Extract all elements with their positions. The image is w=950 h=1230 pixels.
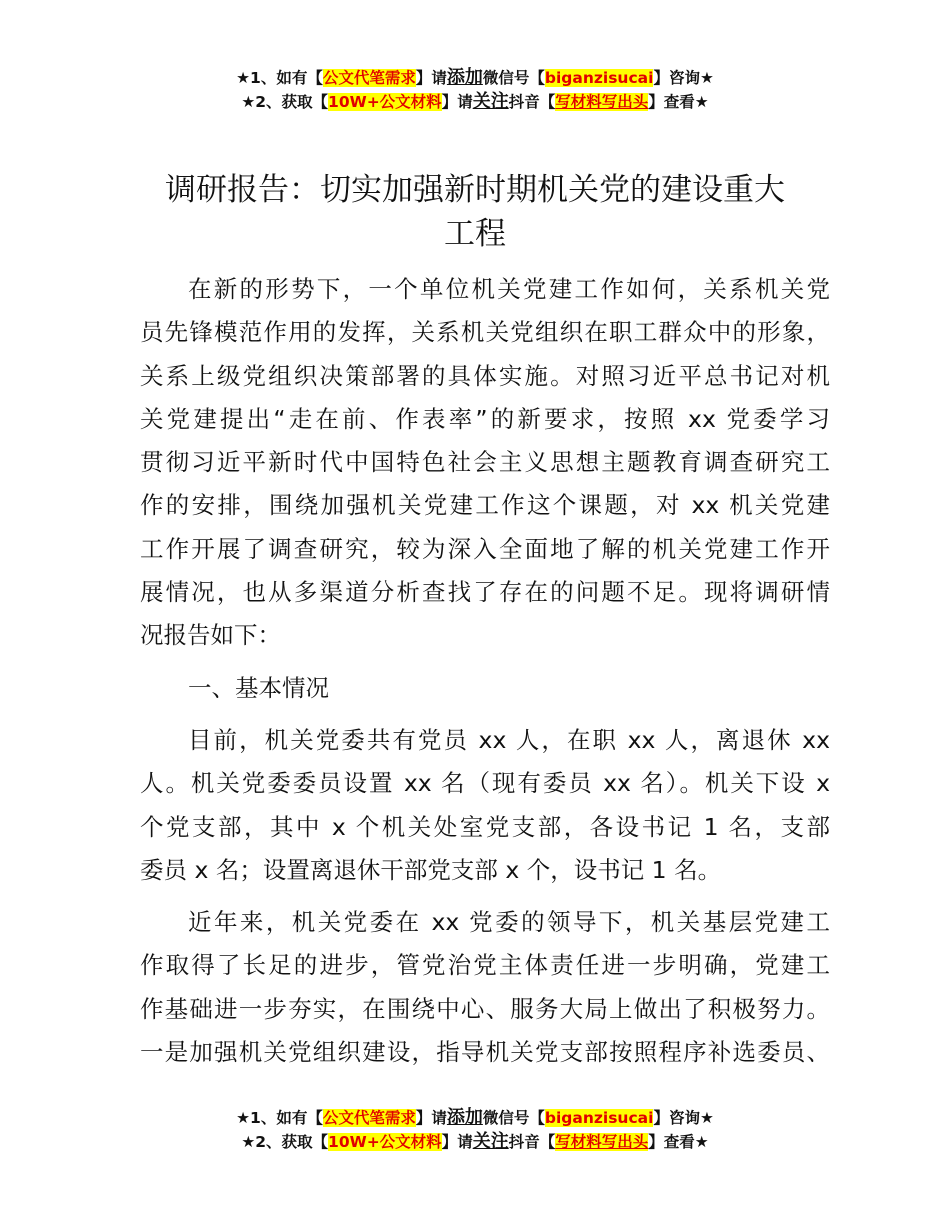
text-line: 在新的形势下，一个单位机关党建工作如何，关系机关党 [188, 275, 830, 303]
text-line: 关系上级党组织决策部署的具体实施。对照习近平总书记对机 [140, 361, 830, 390]
wechat-id: biganzisucai [544, 69, 654, 87]
document-body [140, 268, 830, 1083]
text-line: 人。机关党委委员设置 xx 名（现有委员 xx 名）。机关下设 x [140, 769, 830, 798]
promo-line-1: ★1、如有【公文代笔需求】请添加微信号【biganzisucai】咨询★ [236, 67, 714, 88]
paragraph [140, 268, 830, 658]
highlight: 写材料写出头 [555, 1133, 649, 1151]
text-line: 作的安排，围绕加强机关党建工作这个课题，对 xx 机关党建 [140, 491, 830, 520]
promo-header [0, 66, 950, 114]
text-line: 况报告如下： [140, 621, 281, 650]
paragraph [140, 901, 830, 1074]
paragraph [140, 667, 830, 710]
text-line: 贯彻习近平新时代中国特色社会主义思想主题教育调查研究工 [140, 448, 830, 477]
text-line: 个党支部，其中 x 个机关处室党支部，各设书记 1 名，支部 [140, 812, 830, 841]
highlight: 公文代笔需求 [322, 1109, 416, 1127]
text-line: 目前，机关党委共有党员 xx 人，在职 xx 人，离退休 xx [188, 725, 830, 754]
wechat-id: biganzisucai [544, 1109, 654, 1127]
paragraph [140, 719, 830, 892]
highlight: 10W+公文材料 [328, 93, 442, 111]
text-line: 作取得了长足的进步，管党治党主体责任进一步明确，党建工 [140, 951, 830, 980]
text-line: 工作开展了调查研究，较为深入全面地了解的机关党建工作开 [140, 534, 830, 563]
text-line: 一是加强机关党组织建设，指导机关党支部按照程序补选委员、 [140, 1038, 830, 1067]
text-line: 一、基本情况 [188, 673, 329, 702]
text-line: 展情况，也从多渠道分析查找了存在的问题不足。现将调研情 [140, 578, 830, 607]
promo-line-2: ★2、获取【10W+公文材料】请关注抖音【写材料写出头】查看★ [241, 91, 709, 112]
text-line: 委员 x 名；设置离退休干部党支部 x 个，设书记 1 名。 [140, 855, 722, 884]
highlight: 公文代笔需求 [322, 69, 416, 87]
highlight: 写材料写出头 [555, 93, 649, 111]
promo-line-2: ★2、获取【10W+公文材料】请关注抖音【写材料写出头】查看★ [241, 1131, 709, 1152]
promo-footer [0, 1106, 950, 1154]
text-line: 作基础进一步夯实，在围绕中心、服务大局上做出了积极努力。 [140, 994, 830, 1023]
text-line: 员先锋模范作用的发挥，关系机关党组织在职工群众中的形象， [140, 318, 830, 347]
document-title: 调研报告：切实加强新时期机关党的建设重大 工程 [165, 172, 785, 252]
text-line: 关党建提出“走在前、作表率”的新要求，按照 xx 党委学习 [140, 404, 830, 433]
text-line: 近年来，机关党委在 xx 党委的领导下，机关基层党建工 [188, 908, 830, 937]
promo-line-1: ★1、如有【公文代笔需求】请添加微信号【biganzisucai】咨询★ [236, 1107, 714, 1128]
highlight: 10W+公文材料 [328, 1133, 442, 1151]
